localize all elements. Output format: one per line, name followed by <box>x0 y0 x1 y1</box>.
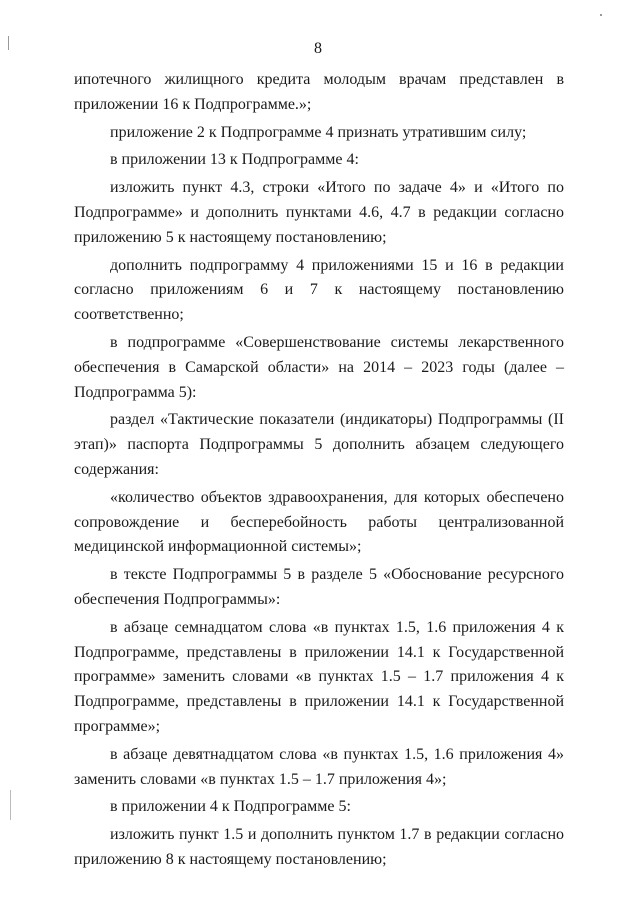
scan-mark-bottom-left <box>10 790 11 820</box>
paragraph: «количество объектов здравоохранения, для которых обеспечено сопровождение и бесперебойность работы централизованной медицинской информационной системы»; <box>74 488 564 556</box>
paragraph: в абзаце семнадцатом слова «в пунктах 1.5, 1.6 приложения 4 к Подпрограмме, представлены в приложении 14.1 к Государственной программе» заменить словами «в пунктах 1.5 – 1.7 приложения 4 к Подпрограмме, представлены в приложении 14.1 к Государственной программе»; <box>74 618 564 735</box>
page-number: 8 <box>314 40 322 57</box>
paragraph: в абзаце девятнадцатом слова «в пунктах 1.5, 1.6 приложения 4» заменить словами «в пунктах 1.5 – 1.7 приложения 4»; <box>74 745 564 788</box>
paragraph: в подпрограмме «Совершенствование системы лекарственного обеспечения в Самарской области» на 2014 – 2023 годы (далее – Подпрограмма 5): <box>74 333 564 401</box>
paragraph: изложить пункт 1.5 и дополнить пунктом 1.7 в редакции согласно приложению 8 к настоящему постановлению; <box>74 826 564 868</box>
paragraph: ипотечного жилищного кредита молодым врачам представлен в приложении 16 к Подпрограмме.»; <box>74 71 564 113</box>
paragraph: дополнить подпрограмму 4 приложениями 15 и 16 в редакции согласно приложениям 6 и 7 к настоящему постановлению соответственно; <box>74 256 564 324</box>
paragraph: в приложении 4 к Подпрограмме 5: <box>110 798 351 816</box>
scan-mark-right <box>600 14 602 16</box>
document-body <box>74 68 564 876</box>
paragraph: в приложении 13 к Подпрограмме 4: <box>110 151 359 169</box>
paragraph: в тексте Подпрограммы 5 в разделе 5 «Обоснование ресурсного обеспечения Подпрограммы»: <box>74 566 564 608</box>
paragraph: раздел «Тактические показатели (индикаторы) Подпрограммы (II этап)» паспорта Подпрограммы 5 дополнить абзацем следующего содержания: <box>74 411 564 478</box>
paragraph: изложить пункт 4.3, строки «Итого по задаче 4» и «Итого по Подпрограмме» и дополнить пунктами 4.6, 4.7 в редакции согласно приложению 5 к настоящему постановлению; <box>74 179 564 246</box>
paragraph: приложение 2 к Подпрограмме 4 признать утратившим силу; <box>110 123 527 141</box>
